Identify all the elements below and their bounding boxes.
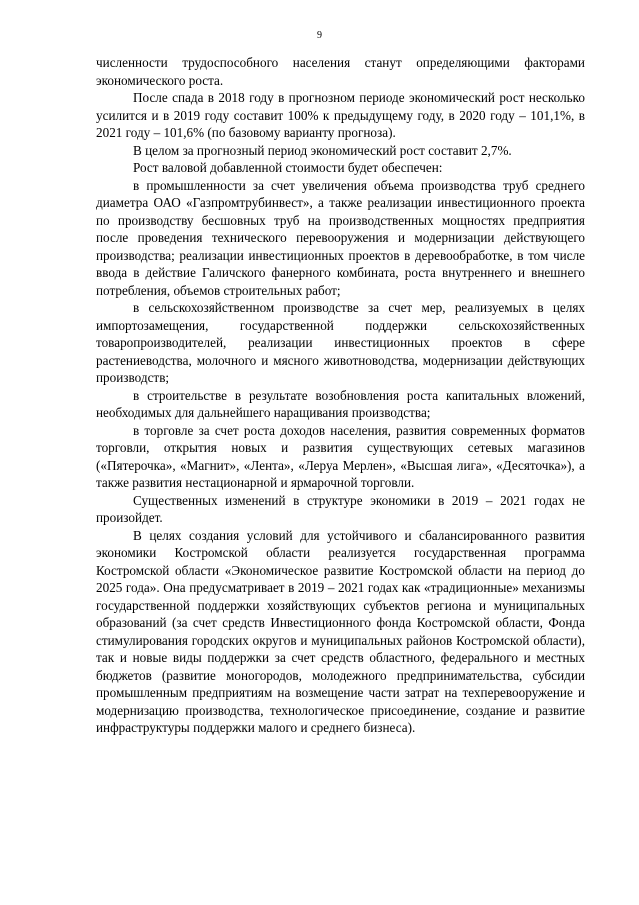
paragraph: В целом за прогнозный период экономический рост составит 2,7%. [133,142,512,158]
document-body [96,54,585,737]
paragraph: Рост валовой добавленной стоимости будет обеспечен: [133,160,443,175]
paragraph: численности трудоспособного населения станут определяющими факторами экономического роста. [96,55,585,88]
page-number: 9 [317,30,322,41]
paragraph: в торговле за счет роста доходов населения, развития современных форматов торговли, открытия новых и развития существующих сетевых магазинов («Пятерочка», «Магнит», «Лента», «Леруа Мерлен», «Высшая лига», «Десяточка»), а также развития нестационарной и ярмарочной торговли. [96,422,585,490]
paragraph: в сельскохозяйственном производстве за счет мер, реализуемых в целях импортозамещения, государственной поддержки сельскохозяйственных товаропроизводителей, реализации инвестиционных проектов в сфере растениеводства, молочного и мясного животноводства, модернизации действующих производств; [96,300,585,385]
paragraph: После спада в 2018 году в прогнозном периоде экономический рост несколько усилится и в 2019 году составит 100% к предыдущему году, в 2020 году – 101,1%, в 2021 году – 101,6% (по базовому варианту прогноза). [96,90,585,140]
paragraph: в строительстве в результате возобновления роста капитальных вложений, необходимых для дальнейшего наращивания производства; [96,387,585,420]
paragraph: в промышленности за счет увеличения объема производства труб среднего диаметра ОАО «Газпромтрубинвест», а также реализации инвестиционного проекта по производству бесшовных труб на производственных мощностях предприятия после проведения технического перевооружения и модернизации действующего производства; реализации инвестиционных проектов в деревообработке, в том числе ввода в действие Галичского фанерного комбината, роста внутреннего и внешнего потребления, объемов строительных работ; [96,177,585,298]
paragraph: В целях создания условий для устойчивого и сбалансированного развития экономики Костромской области реализуется государственная программа Костромской области «Экономическое развитие Костромской области на период до 2025 года». Она предусматривает в 2019 – 2021 годах как «традиционные» механизмы государственной поддержки хозяйствующих субъектов региона и муниципальных образований (за счет средств Инвестиционного фонда Костромской области, Фонда стимулирования городских округов и муниципальных районов Костромской области), так и новые виды поддержки за счет средств областного, федерального и местных бюджетов (развитие моногородов, молодежного предпринимательства, субсидии промышленным предприятиям на возмещение части затрат на техперевооружение и модернизацию производства, технологическое присоединение, создание и развитие инфраструктуры поддержки малого и среднего бизнеса). [96,527,585,735]
paragraph: Существенных изменений в структуре экономики в 2019 – 2021 годах не произойдет. [96,492,585,525]
